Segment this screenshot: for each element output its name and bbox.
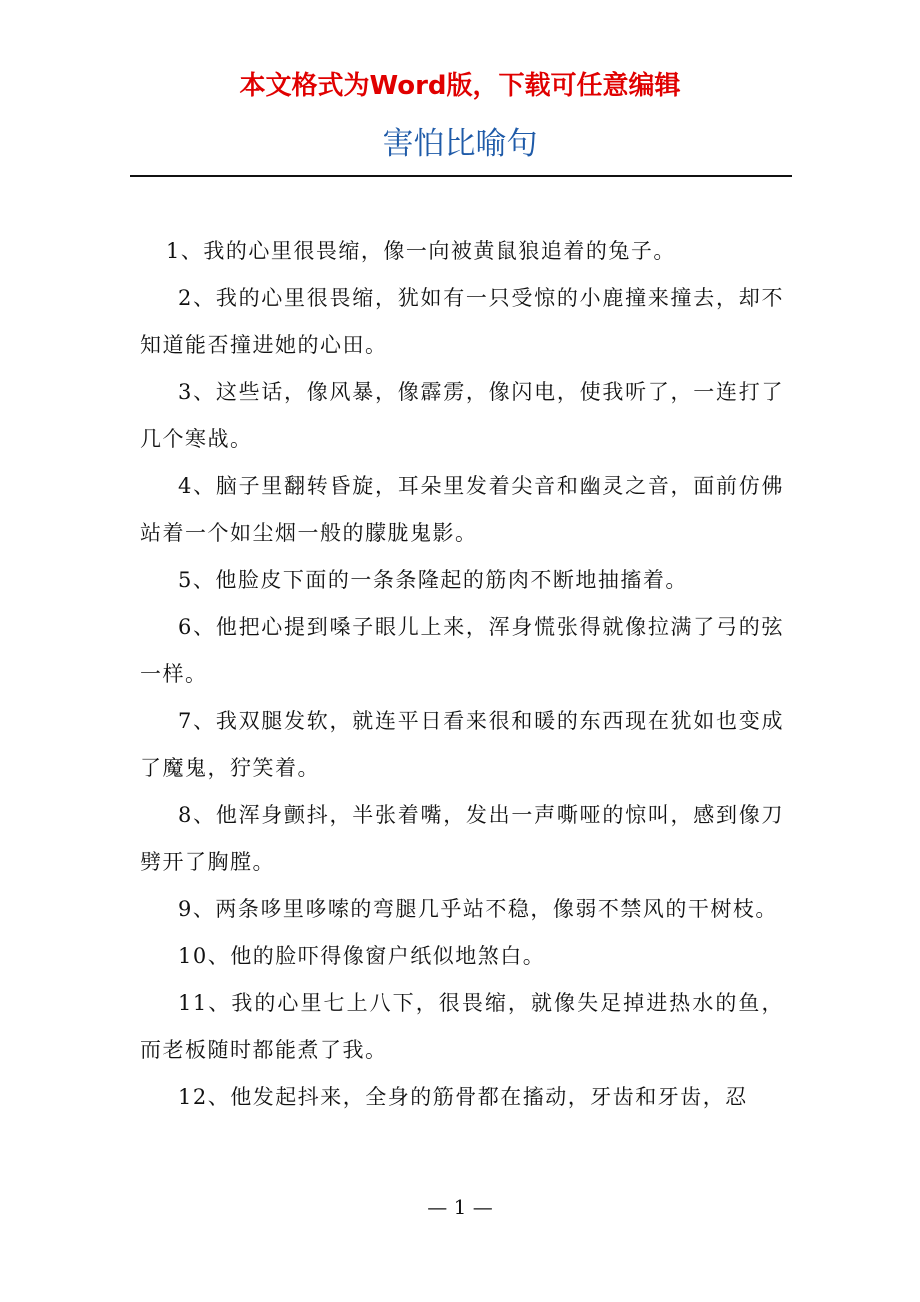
paragraph-6: 6、他把心提到嗓子眼儿上来，浑身慌张得就像拉满了弓的弦一样。	[140, 615, 784, 686]
paragraph-8: 8、他浑身颤抖，半张着嘴，发出一声嘶哑的惊叫，感到像刀劈开了胸膛。	[140, 803, 784, 874]
document-title: 害怕比喻句	[382, 126, 538, 162]
title-divider	[130, 175, 792, 177]
format-notice-banner: 本文格式为Word版，下载可任意编辑	[239, 71, 681, 101]
page-number: — 1 —	[427, 1195, 493, 1219]
paragraph-5: 5、他脸皮下面的一条条隆起的筋肉不断地抽搐着。	[178, 568, 688, 592]
paragraph-9: 9、两条哆里哆嗦的弯腿几乎站不稳，像弱不禁风的干树枝。	[178, 897, 778, 921]
paragraph-12: 12、他发起抖来，全身的筋骨都在搐动，牙齿和牙齿，忍	[178, 1085, 748, 1109]
paragraph-10: 10、他的脸吓得像窗户纸似地煞白。	[178, 944, 546, 968]
paragraph-4: 4、脑子里翻转昏旋，耳朵里发着尖音和幽灵之音，面前仿佛站着一个如尘烟一般的朦胧鬼影。	[140, 474, 784, 545]
paragraph-7: 7、我双腿发软，就连平日看来很和暖的东西现在犹如也变成了魔鬼，狞笑着。	[140, 709, 784, 780]
paragraph-1: 1、我的心里很畏缩，像一向被黄鼠狼追着的兔子。	[166, 239, 676, 263]
paragraph-11: 11、我的心里七上八下，很畏缩，就像失足掉进热水的鱼，而老板随时都能煮了我。	[140, 991, 784, 1062]
paragraph-3: 3、这些话，像风暴，像霹雳，像闪电，使我听了，一连打了几个寒战。	[140, 380, 784, 451]
paragraph-2: 2、我的心里很畏缩，犹如有一只受惊的小鹿撞来撞去，却不知道能否撞进她的心田。	[140, 286, 784, 357]
document-body	[140, 228, 784, 1121]
